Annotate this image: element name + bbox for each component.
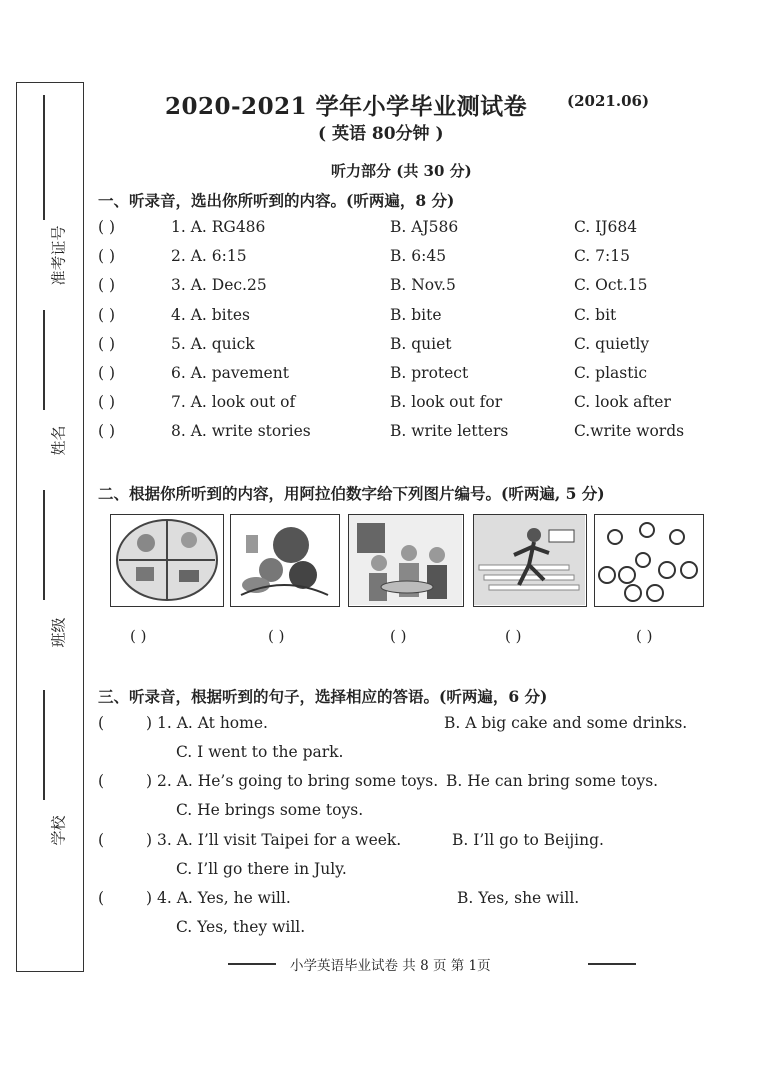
answer-blank[interactable]: ( ) — [98, 276, 116, 295]
section1-question-row — [98, 364, 738, 388]
student-id-label: 准考证号 — [49, 225, 68, 286]
option-c: C. IJ684 — [574, 218, 638, 236]
class-line — [43, 490, 45, 600]
class-label: 班级 — [49, 617, 68, 648]
option-a: 3. A. Dec.25 — [171, 276, 267, 295]
listening-part-title: 听力部分 (共 30 分) — [331, 162, 472, 180]
children-cycling-picture — [594, 514, 704, 607]
option-a: ) 2. A. He’s going to bring some toys. — [146, 772, 439, 791]
answer-blank[interactable]: ( ) — [98, 305, 116, 324]
section1-title: 一、听录音，选出你所听到的内容。(听两遍，8 分) — [98, 191, 455, 210]
option-a: ) 4. A. Yes, he will. — [146, 888, 291, 907]
option-b: B. write letters — [390, 422, 509, 441]
option-a: 5. A. quick — [171, 334, 255, 353]
section3-option-c-row — [98, 860, 738, 884]
answer-blank[interactable]: ( ) — [98, 393, 116, 412]
answer-blank[interactable]: ( ) — [98, 422, 116, 441]
picture-blank-4[interactable]: ( ) — [505, 627, 522, 645]
exam-title: 2020-2021 学年小学毕业测试卷 — [165, 93, 528, 120]
family-dinner-picture — [348, 514, 464, 607]
page-footer: 小学英语毕业试卷 共 8 页 第 1页 — [290, 958, 491, 974]
exam-subtitle: ( 英语 80分钟 ) — [318, 124, 444, 144]
option-a: 2. A. 6:15 — [171, 247, 247, 266]
option-c: C. quietly — [574, 334, 650, 353]
option-b: B. protect — [390, 364, 469, 382]
section1-question-row — [98, 247, 738, 271]
name-line — [43, 310, 45, 410]
option-a: 7. A. look out of — [171, 393, 296, 412]
section1-question-row — [98, 422, 738, 446]
section1-question-row — [98, 393, 738, 417]
option-c: C. I went to the park. — [176, 743, 344, 761]
picture-blank-1[interactable]: ( ) — [130, 627, 147, 645]
option-c: C. bit — [574, 305, 617, 324]
section1-question-row — [98, 276, 738, 300]
option-a: 6. A. pavement — [171, 364, 289, 382]
school-label: 学校 — [49, 815, 68, 846]
option-c: C.write words — [574, 422, 685, 441]
section3-option-c-row — [98, 918, 738, 942]
option-c: C. plastic — [574, 364, 648, 382]
option-c: C. look after — [574, 393, 671, 412]
section2-title: 二、根据你所听到的内容，用阿拉伯数字给下列图片编号。(听两遍, 5 分) — [98, 484, 605, 503]
name-label: 姓名 — [49, 425, 68, 456]
answer-blank-open[interactable]: ( — [98, 714, 105, 732]
option-b: B. A big cake and some drinks. — [444, 714, 688, 732]
section3-question-row — [98, 831, 738, 855]
crossing-road-picture — [473, 514, 587, 607]
section3-title: 三、听录音，根据听到的句子，选择相应的答语。(听两遍，6 分) — [98, 687, 548, 706]
option-c: C. I’ll go there in July. — [176, 859, 347, 878]
fruit-basket-picture — [230, 514, 340, 607]
option-b: B. quiet — [390, 334, 452, 353]
option-c: C. He brings some toys. — [176, 801, 364, 820]
option-b: B. AJ586 — [390, 218, 459, 236]
school-line — [43, 690, 45, 800]
food-pyramid-picture — [110, 514, 224, 607]
section1-question-row — [98, 218, 738, 242]
option-a: 1. A. RG486 — [171, 218, 266, 236]
option-b: B. Nov.5 — [390, 276, 456, 295]
option-b: B. 6:45 — [390, 247, 447, 266]
option-c: C. Oct.15 — [574, 276, 648, 295]
section3-question-row — [98, 772, 738, 796]
option-b: B. He can bring some toys. — [446, 772, 659, 791]
option-b: B. bite — [390, 305, 442, 324]
student-id-line — [43, 95, 45, 220]
option-a: ) 3. A. I’ll visit Taipei for a week. — [146, 830, 402, 849]
answer-blank[interactable]: ( ) — [98, 218, 116, 236]
option-a: 4. A. bites — [171, 305, 250, 324]
option-c: C. 7:15 — [574, 247, 630, 266]
answer-blank-open[interactable]: ( — [98, 888, 105, 907]
section3-question-row — [98, 889, 738, 913]
picture-blank-3[interactable]: ( ) — [390, 627, 407, 645]
answer-blank[interactable]: ( ) — [98, 247, 116, 266]
answer-blank[interactable]: ( ) — [98, 364, 116, 382]
section1-question-row — [98, 306, 738, 330]
section3-option-c-row — [98, 743, 738, 767]
section1-question-row — [98, 335, 738, 359]
footer-line-left — [228, 963, 276, 965]
option-c: C. Yes, they will. — [176, 917, 306, 936]
section3-question-row — [98, 714, 738, 738]
answer-blank[interactable]: ( ) — [98, 334, 116, 353]
option-a: ) 1. A. At home. — [146, 714, 268, 732]
option-b: B. I’ll go to Beijing. — [452, 830, 604, 849]
exam-date: (2021.06) — [567, 92, 650, 110]
picture-blank-2[interactable]: ( ) — [268, 627, 285, 645]
answer-blank-open[interactable]: ( — [98, 830, 105, 849]
answer-blank-open[interactable]: ( — [98, 772, 105, 791]
section3-option-c-row — [98, 801, 738, 825]
picture-blank-5[interactable]: ( ) — [636, 627, 653, 645]
option-b: B. Yes, she will. — [457, 888, 580, 907]
footer-line-right — [588, 963, 636, 965]
option-a: 8. A. write stories — [171, 422, 311, 441]
option-b: B. look out for — [390, 393, 503, 412]
